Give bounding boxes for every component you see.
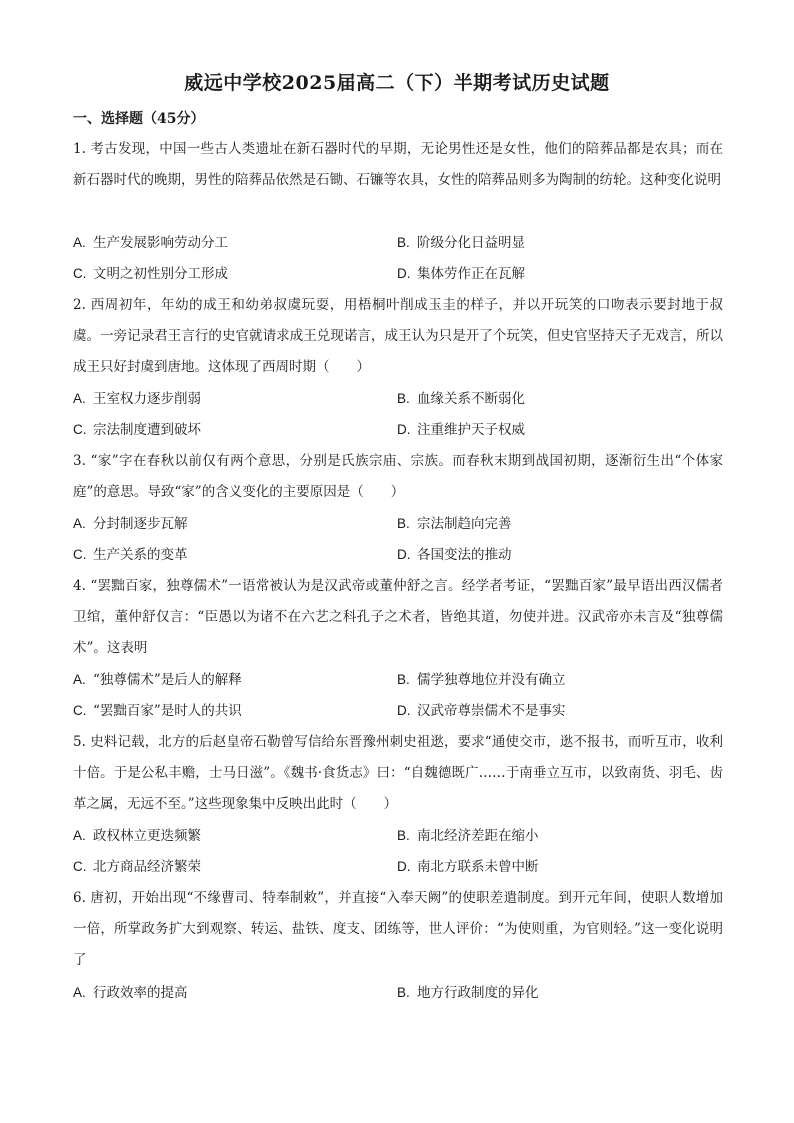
option-text: 行政效率的提高 (93, 985, 188, 1001)
option-text: “罢黜百家”是时人的共识 (93, 703, 242, 719)
option-text: 北方商品经济繁荣 (93, 859, 201, 875)
option-text: 文明之初性别分工形成 (93, 266, 228, 282)
option-letter: A. (73, 828, 86, 843)
option-text: 分封制逐步瓦解 (93, 516, 188, 532)
question-5-option-c[interactable] (73, 857, 201, 877)
page-title: 威远中学校2025届高二（下）半期考试历史试题 (184, 72, 610, 94)
option-text: 王室权力逐步削弱 (93, 391, 201, 407)
question-4-stem: 4. “罢黜百家，独尊儒术”一语常被认为是汉武帝或董仲舒之言。经学者考证，“罢黜百家”最早语出西汉儒者卫绾，董仲舒仅言：“臣愚以为诸不在六艺之科孔子之术者，皆绝其道，勿使并进。汉武帝亦未言及“独尊儒术”。这表明 (73, 578, 723, 656)
question-4-option-c[interactable] (73, 701, 242, 721)
question-4-option-d[interactable] (397, 701, 566, 721)
option-letter: B. (397, 235, 410, 250)
option-letter: D. (397, 422, 411, 437)
question-2-option-a[interactable] (73, 389, 201, 409)
question-1-option-d[interactable] (397, 264, 525, 284)
option-letter: C. (73, 703, 87, 718)
option-letter: C. (73, 547, 87, 562)
option-letter: D. (397, 703, 411, 718)
question-6-option-b[interactable] (397, 983, 539, 1003)
question-4-option-b[interactable] (397, 670, 566, 690)
option-text: 生产发展影响劳动分工 (93, 235, 228, 251)
question-3-option-a[interactable] (73, 514, 188, 534)
option-letter: A. (73, 672, 86, 687)
option-text: 宗法制趋向完善 (417, 516, 512, 532)
option-text: 集体劳作正在瓦解 (417, 266, 525, 282)
option-text: 汉武帝尊崇儒术不是事实 (417, 703, 566, 719)
option-letter: C. (73, 859, 87, 874)
question-3-option-d[interactable] (397, 545, 512, 565)
option-text: “独尊儒术”是后人的解释 (93, 672, 242, 688)
option-letter: A. (73, 516, 86, 531)
question-4-option-a[interactable] (73, 670, 242, 690)
option-text: 注重维护天子权威 (417, 422, 525, 438)
question-3-option-b[interactable] (397, 514, 512, 534)
option-letter: B. (397, 828, 410, 843)
question-6-stem: 6. 唐初，开始出现“不缘曹司、特奉制敕”，并直接“入奉天阙”的使职差遣制度。到开元年间，使职人数增加一倍，所掌政务扩大到观察、转运、盐铁、度支、团练等，世人评价：“为使则重，为官则轻。”这一变化说明了 (73, 890, 723, 968)
option-text: 宗法制度遭到破坏 (93, 422, 201, 438)
question-2-stem: 2. 西周初年，年幼的成王和幼弟叔虞玩耍，用梧桐叶削成玉圭的样子，并以开玩笑的口吻表示要封地于叔虞。一旁记录君王言行的史官就请求成王兑现诺言，成王认为只是开了个玩笑，但史官坚持天子无戏言，所以成王只好封虞到唐地。这体现了西周时期（ ） (73, 297, 723, 375)
question-1-option-a[interactable] (73, 233, 228, 253)
question-3-option-c[interactable] (73, 545, 188, 565)
question-1-option-b[interactable] (397, 233, 525, 253)
option-letter: D. (397, 859, 411, 874)
option-text: 南北方联系未曾中断 (417, 859, 539, 875)
question-6-option-a[interactable] (73, 983, 188, 1003)
option-letter: D. (397, 547, 411, 562)
question-5-option-b[interactable] (397, 826, 539, 846)
question-1-option-c[interactable] (73, 264, 228, 284)
option-text: 各国变法的推动 (417, 547, 512, 563)
option-text: 血缘关系不断弱化 (417, 391, 525, 407)
option-text: 地方行政制度的异化 (417, 985, 539, 1001)
option-text: 政权林立更迭频繁 (93, 828, 201, 844)
option-letter: C. (73, 266, 87, 281)
question-2-option-c[interactable] (73, 420, 201, 440)
section-heading: 一、选择题（45分） (73, 111, 205, 127)
option-letter: B. (397, 516, 410, 531)
question-5-option-d[interactable] (397, 857, 539, 877)
question-2-option-b[interactable] (397, 389, 525, 409)
option-letter: A. (73, 391, 86, 406)
question-1-stem: 1. 考古发现，中国一些古人类遗址在新石器时代的早期，无论男性还是女性，他们的陪葬品都是农具；而在新石器时代的晚期，男性的陪葬品依然是石锄、石镰等农具，女性的陪葬品则多为陶制的纺轮。这种变化说明 (73, 141, 723, 188)
option-text: 生产关系的变革 (93, 547, 188, 563)
option-letter: B. (397, 985, 410, 1000)
option-letter: A. (73, 235, 86, 250)
option-text: 儒学独尊地位并没有确立 (417, 672, 566, 688)
option-text: 阶级分化日益明显 (417, 235, 525, 251)
option-text: 南北经济差距在缩小 (417, 828, 539, 844)
question-3-stem: 3. “家”字在春秋以前仅有两个意思，分别是氏族宗庙、宗族。而春秋末期到战国初期，逐渐衍生出“个体家庭”的意思。导致“家”的含义变化的主要原因是（ ） (73, 453, 723, 500)
question-2-option-d[interactable] (397, 420, 525, 440)
question-5-stem: 5. 史料记载，北方的后赵皇帝石勒曾写信给东晋豫州刺史祖逖，要求“通使交市，逖不报书，而听互市，收利十倍。于是公私丰赡，士马日滋”。《魏书·食货志》曰：“自魏德既广……于南垂立互市，以致南货、羽毛、齿革之属，无远不至。”这些现象集中反映出此时（ ） (73, 734, 723, 812)
option-letter: D. (397, 266, 411, 281)
option-letter: B. (397, 391, 410, 406)
option-letter: A. (73, 985, 86, 1000)
option-letter: B. (397, 672, 410, 687)
option-letter: C. (73, 422, 87, 437)
question-5-option-a[interactable] (73, 826, 201, 846)
